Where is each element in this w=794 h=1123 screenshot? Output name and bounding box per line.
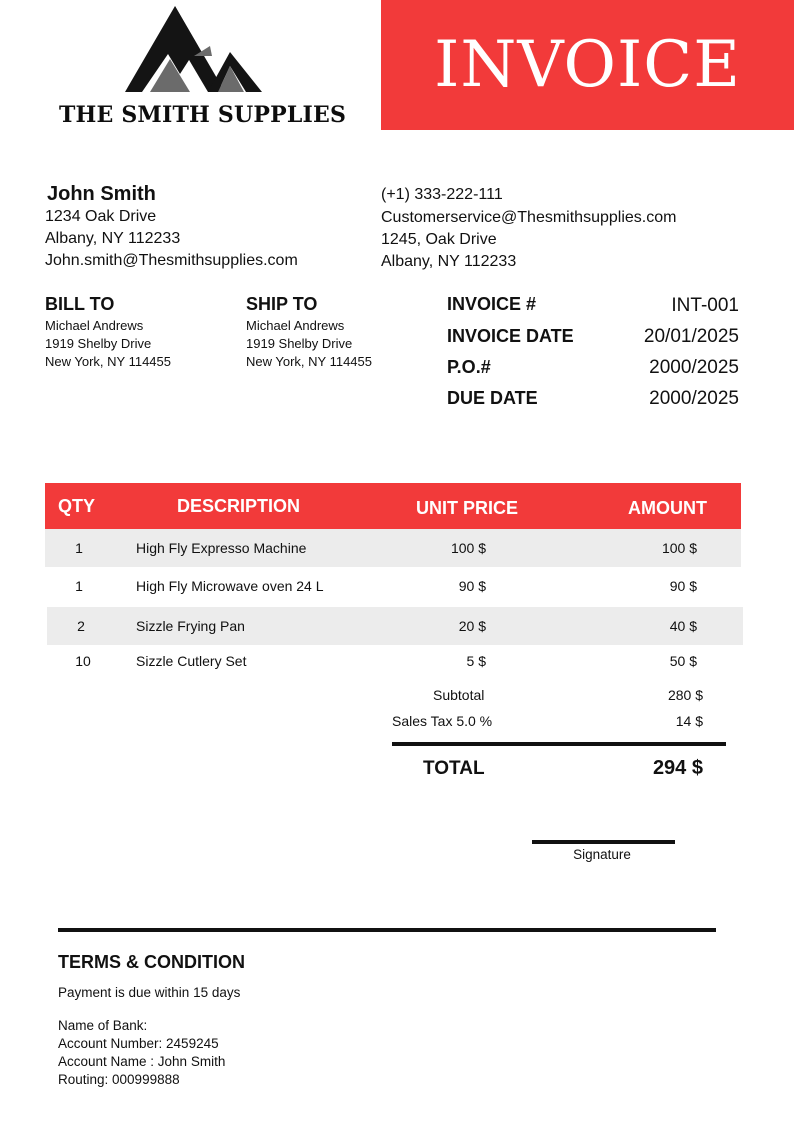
invoice-date-label: INVOICE DATE [447,326,574,346]
terms-divider [58,928,716,932]
items-table-header [45,483,741,529]
bank-name: Name of Bank: [58,1018,148,1033]
due-date-label: DUE DATE [447,388,538,408]
contact-phone: (+1) 333-222-111 [381,186,503,203]
total-label: TOTAL [423,758,485,779]
sender-address2: Albany, NY 112233 [45,230,181,247]
invoice-banner [381,0,794,130]
ship-to-heading: SHIP TO [246,294,318,314]
row-amount: 90 $ [669,578,697,594]
amount-header: AMOUNT [628,498,707,518]
table-row [45,642,741,680]
row-qty: 10 [75,653,91,669]
signature-line [532,840,675,844]
signature-label: Signature [573,847,631,862]
bill-to-address2: New York, NY 114455 [45,354,171,369]
contact-address1: 1245, Oak Drive [381,231,497,248]
unit-price-header: UNIT PRICE [416,498,519,518]
routing-number: Routing: 000999888 [58,1072,180,1087]
contact-email: Customerservice@Thesmithsupplies.com [381,209,677,226]
company-name: THE SMITH SUPPLIES [58,102,347,128]
account-name: Account Name : John Smith [58,1054,226,1069]
due-date-value: 2000/2025 [649,388,739,409]
terms-payment: Payment is due within 15 days [58,985,241,1000]
row-description: High Fly Expresso Machine [136,540,307,556]
row-qty: 1 [75,540,83,556]
bill-to-address1: 1919 Shelby Drive [45,336,152,351]
invoice-date-value: 20/01/2025 [643,326,739,347]
ship-to-address2: New York, NY 114455 [246,354,372,369]
row-amount: 40 $ [669,618,697,634]
tax-label: Sales Tax 5.0 % [392,713,493,729]
row-amount: 50 $ [669,653,697,669]
qty-header: QTY [58,496,96,516]
ship-to-address1: 1919 Shelby Drive [246,336,353,351]
subtotal-value: 280 $ [667,687,703,703]
account-number: Account Number: 2459245 [58,1036,219,1051]
mountain-logo-icon [120,4,270,96]
row-amount: 100 $ [661,540,697,556]
row-unit-price: 5 $ [466,653,486,669]
row-description: High Fly Microwave oven 24 L [136,578,324,594]
contact-address2: Albany, NY 112233 [381,253,517,270]
sender-name: John Smith [47,183,156,205]
ship-to-name: Michael Andrews [246,318,345,333]
invoice-number-label: INVOICE # [447,294,537,314]
row-description: Sizzle Cutlery Set [136,653,247,669]
bill-to-heading: BILL TO [45,294,115,314]
subtotal-label: Subtotal [433,687,485,703]
table-row [45,529,741,567]
table-row [45,567,741,605]
sender-email: John.smith@Thesmithsupplies.com [45,252,298,269]
row-description: Sizzle Frying Pan [136,618,245,634]
terms-heading: TERMS & CONDITION [58,952,245,972]
row-qty: 1 [75,578,83,594]
po-value: 2000/2025 [649,357,739,378]
total-value: 294 $ [652,757,703,779]
row-qty: 2 [77,618,85,634]
description-header: DESCRIPTION [177,496,301,516]
invoice-number-value: INT-001 [671,295,739,316]
po-label: P.O.# [447,357,491,377]
table-row [47,607,743,645]
bill-to-name: Michael Andrews [45,318,144,333]
tax-value: 14 $ [675,713,703,729]
totals-divider [392,742,726,746]
sender-address1: 1234 Oak Drive [45,208,157,225]
row-unit-price: 90 $ [458,578,486,594]
row-unit-price: 20 $ [458,618,486,634]
document-title: INVOICE [434,28,741,102]
row-unit-price: 100 $ [450,540,486,556]
